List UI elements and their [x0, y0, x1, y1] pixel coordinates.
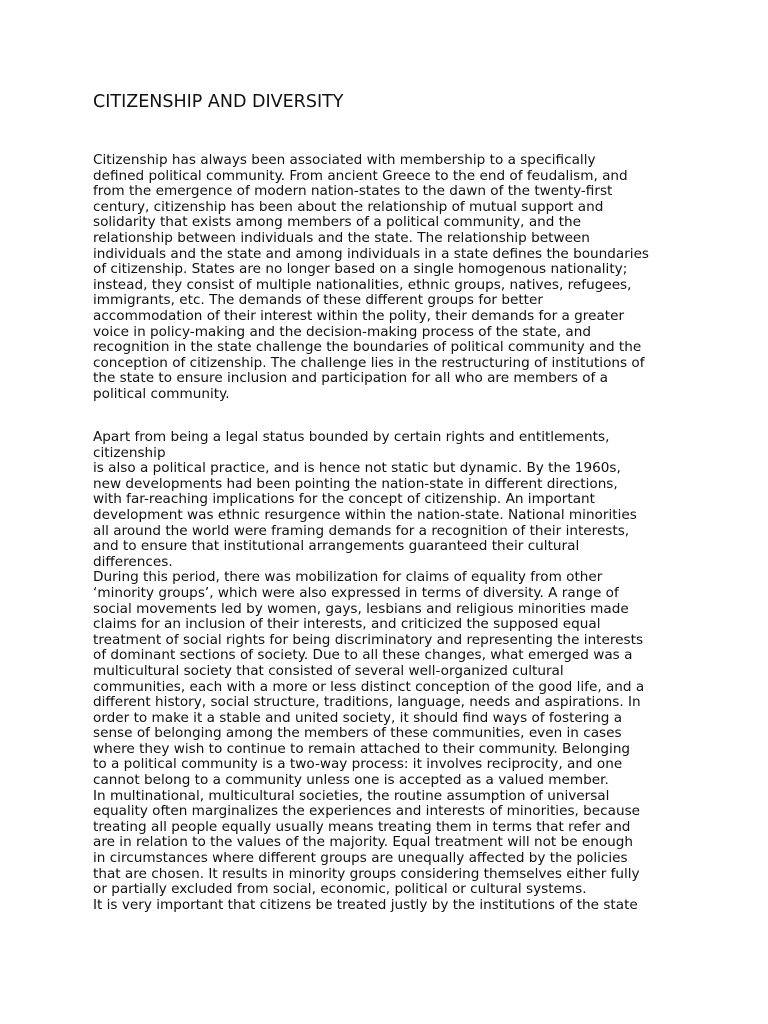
paragraph-line: Citizenship has always been associated with membership to a specifically [93, 152, 596, 168]
paragraph-line: treating all people equally usually means treating them in terms that refer and [93, 818, 631, 835]
paragraph-line: sense of belonging among the members of these communities, even in cases [93, 725, 622, 742]
paragraph-line: individuals and the state and among individuals in a state defines the boundaries [93, 245, 650, 262]
paragraph-line: It is very important that citizens be treated justly by the institutions of the state [93, 896, 638, 913]
paragraph-line: Apart from being a legal status bounded by certain rights and entitlements, [93, 429, 610, 445]
paragraph-line: in circumstances where different groups are unequally affected by the policies [93, 850, 628, 867]
paragraph-line: to a political community is a two-way process: it involves reciprocity, and one [93, 756, 623, 773]
paragraph-line: voice in policy-making and the decision-making process of the state, and [93, 323, 591, 340]
document-title: CITIZENSHIP AND DIVERSITY [93, 92, 344, 112]
paragraph-line: the state to ensure inclusion and participation for all who are members of a [93, 370, 608, 387]
paragraph-1 [93, 153, 683, 403]
paragraph-line: of dominant sections of society. Due to all these changes, what emerged was a [93, 647, 633, 664]
paragraph-line: and to ensure that institutional arrangements guaranteed their cultural [93, 538, 580, 555]
paragraph-line: political community. [93, 385, 230, 402]
paragraph-line: solidarity that exists among members of a political community, and the [93, 214, 582, 231]
paragraph-line: development was ethnic resurgence within the nation-state. National minorities [93, 506, 637, 523]
paragraph-line: different history, social structure, traditions, language, needs and aspirations. In [93, 694, 641, 711]
paragraph-line: social movements led by women, gays, lesbians and religious minorities made [93, 600, 629, 617]
paragraph-line: citizenship [93, 444, 166, 461]
paragraph-line: recognition in the state challenge the boundaries of political community and the [93, 339, 642, 356]
paragraph-2 [93, 430, 683, 913]
paragraph-line: immigrants, etc. The demands of these different groups for better [93, 292, 543, 309]
paragraph-line: defined political community. From ancient Greece to the end of feudalism, and [93, 167, 628, 184]
paragraph-line: equality often marginalizes the experiences and interests of minorities, because [93, 803, 641, 820]
paragraph-line: all around the world were framing demands for a recognition of their interests, [93, 522, 630, 539]
paragraph-line: century, citizenship has been about the relationship of mutual support and [93, 198, 604, 215]
paragraph-line: that are chosen. It results in minority groups considering themselves either fully [93, 865, 640, 882]
paragraph-line: with far-reaching implications for the concept of citizenship. An important [93, 491, 595, 508]
paragraph-line: treatment of social rights for being discriminatory and representing the interests [93, 631, 644, 648]
paragraph-line: of citizenship. States are no longer based on a single homogenous nationality; [93, 261, 628, 278]
paragraph-line: ‘minority groups’, which were also expressed in terms of diversity. A range of [93, 584, 619, 601]
paragraph-line: or partially excluded from social, economic, political or cultural systems. [93, 881, 587, 898]
paragraph-line: During this period, there was mobilization for claims of equality from other [93, 569, 603, 586]
paragraph-line: cannot belong to a community unless one is accepted as a valued member. [93, 772, 609, 789]
paragraph-line: multicultural society that consisted of several well-organized cultural [93, 662, 564, 679]
paragraph-line: In multinational, multicultural societies, the routine assumption of universal [93, 787, 610, 804]
paragraph-line: instead, they consist of multiple nationalities, ethnic groups, natives, refugees, [93, 276, 632, 293]
paragraph-line: is also a political practice, and is hence not static but dynamic. By the 1960s, [93, 460, 621, 477]
paragraph-line: relationship between individuals and the state. The relationship between [93, 229, 590, 246]
paragraph-line: are in relation to the values of the majority. Equal treatment will not be enough [93, 834, 634, 851]
paragraph-line: order to make it a stable and united society, it should find ways of fostering a [93, 709, 623, 726]
paragraph-line: differences. [93, 553, 173, 570]
paragraph-line: where they wish to continue to remain attached to their community. Belonging [93, 740, 631, 757]
paragraph-line: accommodation of their interest within the polity, their demands for a greater [93, 307, 625, 324]
paragraph-line: claims for an inclusion of their interests, and criticized the supposed equal [93, 616, 601, 633]
paragraph-line: conception of citizenship. The challenge lies in the restructuring of institutions of [93, 354, 645, 371]
paragraph-line: communities, each with a more or less distinct conception of the good life, and a [93, 678, 645, 695]
paragraph-line: new developments had been pointing the nation-state in different directions, [93, 475, 618, 492]
paragraph-line: from the emergence of modern nation-states to the dawn of the twenty-first [93, 183, 613, 200]
